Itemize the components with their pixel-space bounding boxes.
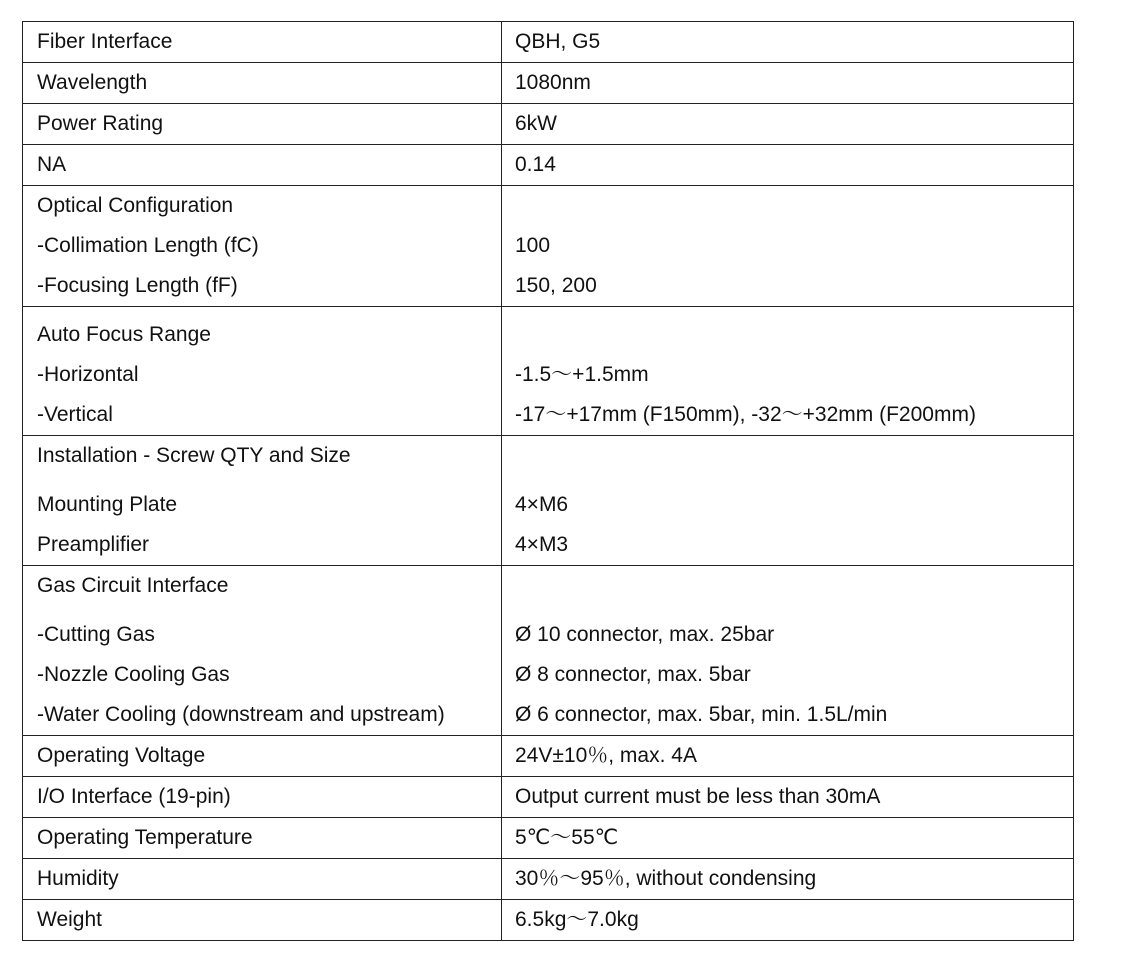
sub-label: -Water Cooling (downstream and upstream) — [37, 703, 445, 726]
table-row — [23, 103, 1073, 144]
section-heading: Installation - Screw QTY and Size — [37, 444, 351, 467]
label-cell — [23, 436, 502, 565]
label-cell — [23, 859, 502, 899]
row-value: 5℃～55℃ — [515, 826, 619, 849]
table-row — [23, 817, 1073, 858]
label-cell — [23, 307, 502, 435]
empty-value — [515, 322, 1073, 348]
label-cell — [23, 63, 502, 103]
value-cell — [502, 859, 1073, 899]
value-cell — [502, 186, 1073, 306]
row-label: I/O Interface (19-pin) — [37, 785, 231, 808]
value-cell — [502, 436, 1073, 565]
sub-value: 4×M6 — [515, 493, 569, 516]
label-cell — [23, 566, 502, 735]
value-cell — [502, 104, 1073, 144]
value-cell — [502, 22, 1073, 62]
row-label: Humidity — [37, 867, 119, 890]
value-cell — [502, 63, 1073, 103]
table-row — [23, 306, 1073, 435]
table-row — [23, 62, 1073, 103]
sub-label: -Cutting Gas — [37, 623, 155, 646]
value-cell — [502, 145, 1073, 185]
empty-value — [515, 443, 1073, 469]
sub-value: 150, 200 — [515, 274, 597, 297]
sub-label: -Nozzle Cooling Gas — [37, 663, 230, 686]
row-label: Weight — [37, 908, 102, 931]
label-cell — [23, 818, 502, 858]
sub-label: -Collimation Length (fC) — [37, 234, 259, 257]
table-row — [23, 185, 1073, 306]
table-row — [23, 858, 1073, 899]
sub-label: -Vertical — [37, 403, 113, 426]
row-label: Fiber Interface — [37, 30, 173, 53]
section-heading: Auto Focus Range — [37, 323, 211, 346]
empty-value — [515, 193, 1073, 219]
table-row — [23, 435, 1073, 565]
label-cell — [23, 777, 502, 817]
sub-label: Mounting Plate — [37, 493, 178, 516]
value-cell — [502, 307, 1073, 435]
table-row — [23, 144, 1073, 185]
row-label: Power Rating — [37, 112, 164, 135]
empty-value — [515, 573, 1073, 599]
sub-value: 4×M3 — [515, 533, 569, 556]
label-cell — [23, 22, 502, 62]
sub-value: Ø 6 connector, max. 5bar, min. 1.5L/min — [515, 703, 888, 726]
row-value: 0.14 — [515, 153, 556, 176]
value-cell — [502, 736, 1073, 776]
row-value: 1080nm — [515, 71, 591, 94]
sub-value: Ø 10 connector, max. 25bar — [515, 623, 775, 646]
row-value: 6.5kg～7.0kg — [515, 908, 639, 931]
row-value: Output current must be less than 30mA — [515, 785, 881, 808]
row-label: Operating Temperature — [37, 826, 253, 849]
row-value: 24V±10％, max. 4A — [515, 744, 697, 767]
table-row — [23, 899, 1073, 940]
sub-value: Ø 8 connector, max. 5bar — [515, 663, 751, 686]
sub-label: Preamplifier — [37, 533, 150, 556]
label-cell — [23, 900, 502, 940]
value-cell — [502, 566, 1073, 735]
sub-label: -Focusing Length (fF) — [37, 274, 238, 297]
value-cell — [502, 900, 1073, 940]
row-label: Operating Voltage — [37, 744, 206, 767]
row-value: QBH, G5 — [515, 30, 601, 53]
spec-table — [22, 21, 1074, 941]
sub-value: -17～+17mm (F150mm), -32～+32mm (F200mm) — [515, 403, 976, 426]
label-cell — [23, 736, 502, 776]
table-row — [23, 22, 1073, 62]
row-label: Wavelength — [37, 71, 148, 94]
value-cell — [502, 777, 1073, 817]
label-cell — [23, 186, 502, 306]
section-heading: Optical Configuration — [37, 194, 234, 217]
row-label: NA — [37, 153, 67, 176]
value-cell — [502, 818, 1073, 858]
table-row — [23, 735, 1073, 776]
table-row — [23, 776, 1073, 817]
label-cell — [23, 104, 502, 144]
sub-value: -1.5～+1.5mm — [515, 363, 649, 386]
label-cell — [23, 145, 502, 185]
section-heading: Gas Circuit Interface — [37, 574, 229, 597]
sub-value: 100 — [515, 234, 551, 257]
table-row — [23, 565, 1073, 735]
row-value: 30％～95％, without condensing — [515, 867, 817, 890]
sub-label: -Horizontal — [37, 363, 139, 386]
row-value: 6kW — [515, 112, 557, 135]
